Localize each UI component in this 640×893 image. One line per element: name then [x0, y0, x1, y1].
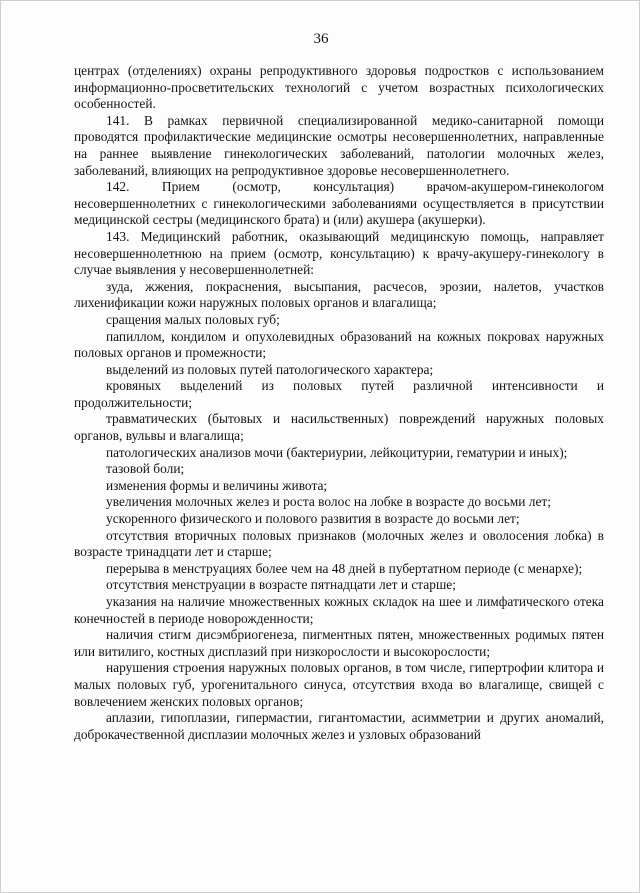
- list-item: кровяных выделений из половых путей различной интенсивности и продолжительности;: [74, 378, 604, 410]
- list-item: сращения малых половых губ;: [106, 311, 280, 327]
- paragraph-143: 143. Медицинский работник, оказывающий медицинскую помощь, направляет несовершеннолетнюю на прием (осмотр, консультацию) к врачу-акушеру-гинекологу в случае выявления у несовершеннолетней:: [74, 228, 604, 278]
- list-item: тазовой боли;: [106, 461, 185, 477]
- list-item: указания на наличие множественных кожных складок на шее и лимфатического отека конечностей в периоде новорожденности;: [74, 594, 604, 626]
- paragraph-142: 142. Прием (осмотр, консультация) врачом-акушером-гинекологом несовершеннолетних с гинекологическими заболеваниями осуществляется в присутствии медицинской сестры (медицинского брата) и (или) акушера (акушерки).: [74, 179, 604, 228]
- list-item: зуда, жжения, покраснения, высыпания, расчесов, эрозии, налетов, участков лихенификации кожи наружных половых органов и влагалища;: [74, 278, 604, 311]
- list-item: патологических анализов мочи (бактериурии, лейкоцитурии, гематурии и иных);: [106, 444, 568, 460]
- list-item: выделений из половых путей патологического характера;: [106, 361, 434, 377]
- list-item: травматических (бытовых и насильственных) повреждений наружных половых органов, вульвы и влагалища;: [74, 411, 604, 444]
- list-item: папиллом, кондилом и опухолевидных образований на кожных покровах наружных половых органов и промежности;: [74, 328, 604, 361]
- list-item: ускоренного физического и полового развития в возрасте до восьми лет;: [106, 511, 520, 527]
- list-item: наличия стигм дисэмбриогенеза, пигментных пятен, множественных родимых пятен или витилиго, костных дисплазий при низкорослости и высокорослости;: [74, 627, 604, 659]
- list-item: перерыва в менструациях более чем на 48 дней в пубертатном периоде (с менархе);: [106, 560, 583, 576]
- list-item: увеличения молочных желез и роста волос на лобке в возрасте до восьми лет;: [106, 494, 551, 510]
- list-item: отсутствия вторичных половых признаков (молочных желез и оволосения лобка) в возрасте тринадцати лет и старше;: [74, 527, 604, 560]
- list-item: отсутствия менструации в возрасте пятнадцати лет и старше;: [106, 577, 456, 593]
- list-item: аплазии, гипоплазии, гипермастии, гигантомастии, асимметрии и других аномалий, доброкачественной дисплазии молочных желез и узловых образований: [74, 710, 604, 742]
- page-number: 36: [313, 31, 329, 47]
- paragraph-continuation: центрах (отделениях) охраны репродуктивного здоровья подростков с использованием информационно-просветительских технологий с учетом возрастных психологических особенностей.: [74, 63, 604, 112]
- paragraph-141: 141. В рамках первичной специализированной медико-санитарной помощи проводятся профилактические медицинские осмотры несовершеннолетних, направленные на раннее выявление гинекологических заболеваний, патологии молочных желез, заболеваний, влияющих на репродуктивное здоровье несовершеннолетнего.: [74, 112, 604, 178]
- document-body: [74, 63, 604, 743]
- list-item: нарушения строения наружных половых органов, в том числе, гипертрофии клитора и малых половых губ, урогенитального синуса, отсутствия входа во влагалище, свищей с вовлечением женских половых органов;: [74, 660, 604, 709]
- list-item: изменения формы и величины живота;: [106, 477, 328, 493]
